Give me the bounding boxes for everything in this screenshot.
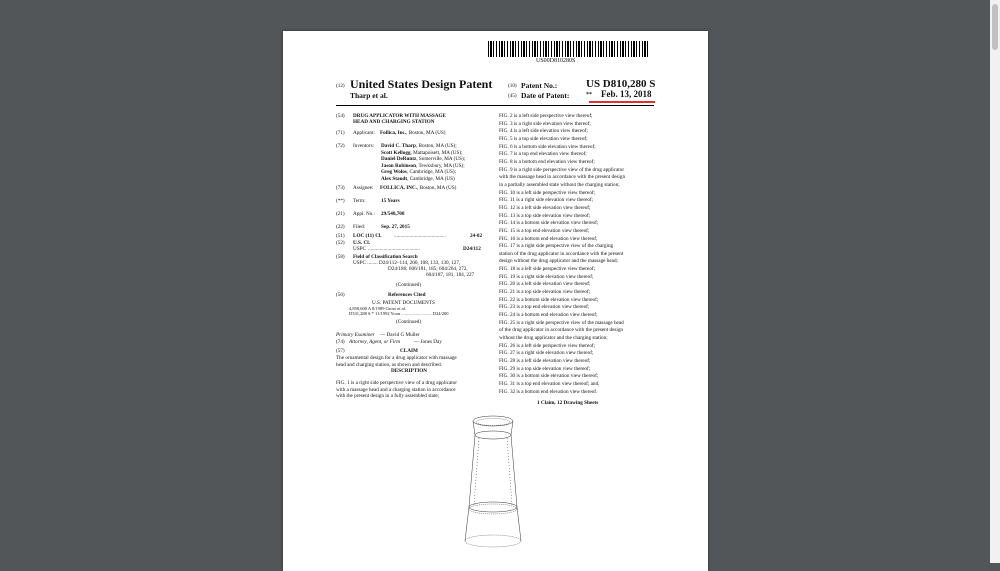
figure-description-line: with the massage head in accordance with the present design (499, 174, 626, 181)
figure-description-line: FIG. 6 is a bottom side elevation view thereof; (499, 143, 596, 150)
figure-description-line: FIG. 16 is a bottom end elevation view thereof; (499, 235, 598, 242)
claim-heading: CLAIM (400, 348, 418, 354)
figure-description-line: FIG. 23 is a top end elevation view thereof; (499, 304, 590, 311)
term-label: Term: (353, 198, 366, 204)
reference-row: 4,858,600 A 8/1989 Gross et al. (349, 306, 406, 311)
barcode-number: US00D810280S (536, 58, 576, 64)
claim-text-line: The ornamental design for a drug applicator with massage (336, 355, 457, 361)
inventor-item: Scott Kellogg, Mattapoisett, MA (US); (381, 149, 463, 156)
figure-description-line: FIG. 2 is a left side perspective view thereof; (499, 113, 593, 119)
attorney-label: Attorney, Agent, or Firm (349, 339, 401, 345)
field-search-line: D24/186; 606/181, 185; 604/264, 272, (388, 266, 468, 272)
uspc-label: USPC (353, 246, 366, 252)
date-highlight-underline (589, 101, 655, 103)
field-code-51: (51) (336, 233, 345, 239)
field-code-72: (72) (336, 143, 345, 149)
applicant-label: Applicant: (353, 130, 375, 136)
figure-description-line: FIG. 22 is a bottom side elevation view thereof; (499, 296, 599, 303)
scrollbar-thumb[interactable] (992, 4, 998, 50)
field-code-58: (58) (336, 254, 345, 260)
field-code-56: (56) (336, 292, 345, 298)
field-code-10: (10) (508, 83, 517, 89)
figure-description-line: FIG. 11 is a right side elevation view thereof; (499, 197, 594, 204)
figure-description-line: FIG. 3 is a right side elevation view thereof; (499, 120, 591, 127)
description-heading: DESCRIPTION (391, 368, 428, 374)
figure-description-line: in a partially assembled state without the charging station; (499, 181, 620, 188)
figure-description-line: of the drug applicator in accordance with the present design (499, 327, 624, 334)
figure-description-line: FIG. 4 is a left side elevation view thereof; (499, 128, 588, 135)
patent-page (283, 31, 708, 571)
figure-description-line: FIG. 31 is a top end elevation view thereof; and, (499, 380, 600, 387)
inventor-item: Greg Wolos, Cambridge, MA (US); (381, 169, 457, 176)
reference-row: D331,288 S * 11/1992 Yoon ........................... D24/200 (349, 311, 449, 316)
left-column (336, 113, 491, 400)
document-title: United States Design Patent (350, 77, 493, 91)
loc-label: LOC (11) Cl. (353, 233, 382, 239)
figure-description-line: FIG. 26 is a left side perspective view thereof; (499, 342, 596, 349)
inventor-item: Alex Staudt, Cambridge, MA (US) (381, 175, 455, 182)
figure-description-line: FIG. 8 is a bottom end elevation view thereof; (499, 158, 595, 165)
figure-description-line: FIG. 29 is a top side elevation view thereof; (499, 365, 591, 372)
patent-drawing-applicator (453, 413, 533, 563)
field-code-12: (12) (336, 83, 345, 89)
inventor-short: Tharp et al. (350, 91, 388, 100)
assignee-location: , Boston, MA (US) (417, 185, 457, 191)
field-code-71: (71) (336, 130, 345, 136)
figure-description-line: FIG. 13 is a top side elevation view thereof; (499, 212, 591, 219)
references-cited-label: References Cited (388, 292, 426, 298)
figure-description-line: FIG. 21 is a top side elevation view thereof; (499, 289, 591, 296)
figure-description-line: FIG. 14 is a bottom side elevation view thereof; (499, 220, 599, 227)
claims-drawings-summary: 1 Claim, 12 Drawing Sheets (537, 400, 599, 407)
applicant-location: , Boston, MA (US) (406, 130, 446, 136)
figure-description-line: FIG. 24 is a bottom end elevation view thereof; (499, 312, 598, 319)
description-line: FIG. 1 is a right side perspective view of a drug applicator (336, 380, 458, 386)
field-code-73: (73) (336, 185, 345, 191)
figure-description-line: FIG. 5 is a top side elevation view thereof; (499, 135, 588, 142)
figure-description-line: FIG. 15 is a top end elevation view thereof; (499, 227, 590, 234)
field-code-45: (45) (508, 93, 517, 99)
filed-label: Filed: (353, 224, 366, 230)
attorney-value: — Jones Day (414, 339, 442, 345)
figure-description-line: FIG. 10 is a left side perspective view thereof; (499, 189, 596, 196)
field-search-line: USPC ........ D24/112–114, 200, 108, 133, 130, 127, (353, 260, 461, 266)
assignee-name: FOLLICA, INC. (380, 185, 418, 191)
date-of-patent: Feb. 13, 2018 (601, 89, 652, 99)
date-stars: ** (586, 92, 592, 98)
figure-description-line: FIG. 32 is a bottom end elevation view thereof. (499, 388, 598, 395)
figure-description-line: station of the drug applicator in accordance with the present (499, 250, 624, 257)
figure-description-line: without the drug applicator and the charging station; (499, 335, 608, 342)
continued-note: (Continued) (396, 319, 422, 325)
appl-no-value: 29/540,708 (381, 211, 405, 217)
date-of-patent-label: Date of Patent: (521, 91, 570, 100)
applicant-name: Follica, Inc. (380, 130, 407, 136)
figure-description-line: FIG. 9 is a right side perspective view of the drug applicator (499, 166, 625, 173)
field-code-52: (52) (336, 240, 345, 246)
right-column (499, 113, 659, 408)
figure-description-line: FIG. 20 is a left side elevation view thereof; (499, 281, 591, 288)
loc-value: 24-02 (470, 233, 483, 239)
uspc-value: D24/112 (463, 246, 481, 252)
header-rule (336, 105, 654, 106)
description-line: with a massage head and a charging station in accordance (336, 386, 456, 393)
patent-no-label: Patent No.: (521, 81, 558, 90)
field-code-21: (21) (336, 211, 345, 217)
continued-note: (Continued) (396, 282, 422, 288)
field-code-22: (22) (336, 224, 345, 230)
figure-description-line: FIG. 25 is a right side perspective view of the massage head (499, 319, 624, 326)
figure-description-line: FIG. 18 is a left side perspective view thereof; (499, 266, 596, 273)
inventor-item: Daniel DeRuntz, Somerville, MA (US); (381, 156, 466, 163)
inventors-list (381, 143, 465, 183)
primary-examiner: — David G Muller (380, 332, 420, 338)
figure-description-line: FIG. 12 is a left side elevation view thereof; (499, 204, 591, 211)
inventor-item: David C. Tharp, Boston, MA (US); (381, 143, 457, 149)
title-line-1: DRUG APPLICATOR WITH MASSAGE (353, 113, 446, 119)
field-code-74: (74) (336, 339, 345, 345)
description-line: with the present design in a fully assembled state; (336, 393, 440, 400)
patent-number: US D810,280 S (586, 78, 656, 90)
us-cl-label: U.S. Cl. (353, 240, 371, 246)
title-line-2: HEAD AND CHARGING STATION (353, 119, 435, 125)
figure-description-line: FIG. 30 is a bottom side elevation view thereof; (499, 373, 599, 380)
field-search-label: Field of Classification Search (353, 254, 418, 260)
figure-description-line: FIG. 17 is a right side perspective view of the charging (499, 243, 614, 250)
primary-examiner-label: Primary Examiner (336, 332, 375, 338)
figure-description-line: FIG. 27 is a right side elevation view thereof; (499, 350, 594, 357)
figure-description-line: FIG. 19 is a right side elevation view thereof; (499, 273, 594, 280)
term-value: 15 Years (381, 198, 400, 204)
figure-description-line: design without the drug applicator and the massage head; (499, 258, 618, 265)
figure-description-line: FIG. 28 is a left side elevation view thereof; (499, 358, 591, 364)
inventor-item: Jason Robinson, Tewksbury, MA (US); (381, 162, 465, 169)
uspc-dots: ........................................ (368, 246, 420, 252)
field-code-term: (**) (336, 198, 345, 204)
filed-value: Sep. 27, 2015 (381, 224, 410, 230)
figure-description-line: FIG. 7 is a top end elevation view thereof; (499, 151, 587, 158)
inventors-label: Inventors: (353, 143, 375, 149)
field-search-line: 604/187, 181, 184, 227 (426, 272, 475, 278)
field-code-57: (57) (336, 348, 345, 354)
barcode-image (488, 41, 648, 57)
vertical-scrollbar[interactable] (990, 0, 1000, 563)
assignee-label: Assignee: (353, 185, 374, 191)
appl-no-label: Appl. No.: (353, 211, 376, 217)
claim-text-line: head and charging station, as shown and described. (336, 361, 443, 368)
field-code-54: (54) (336, 113, 345, 119)
loc-dots: ........................................ (394, 233, 446, 239)
us-patent-documents-label: U.S. PATENT DOCUMENTS (372, 300, 435, 306)
